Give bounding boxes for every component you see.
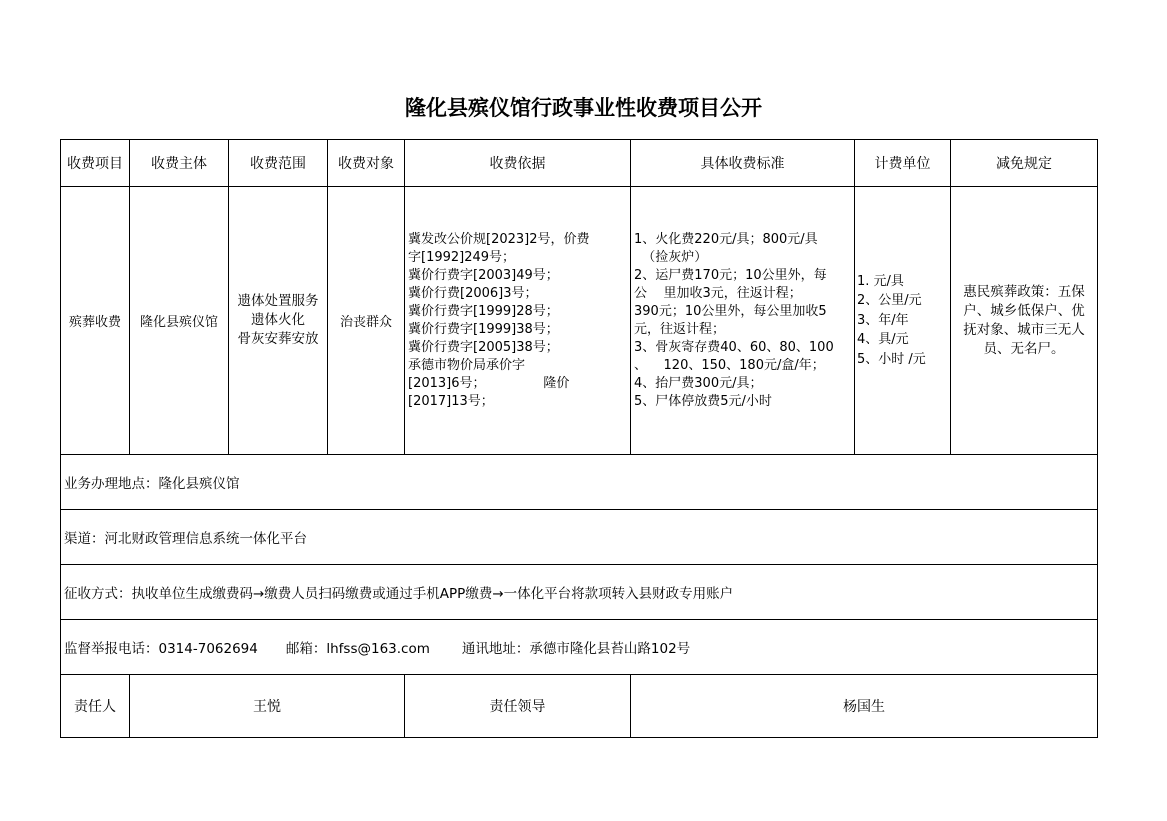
fee-table xyxy=(60,139,1098,738)
header-cell: 计费单位 xyxy=(855,140,951,187)
fee-subject-cell: 隆化县殡仪馆 xyxy=(130,187,229,455)
responsible-name: 王悦 xyxy=(130,675,405,738)
leader-label: 责任领导 xyxy=(405,675,631,738)
page-title: 隆化县殡仪馆行政事业性收费项目公开 xyxy=(405,96,762,120)
header-cell: 减免规定 xyxy=(951,140,1098,187)
header-cell: 收费主体 xyxy=(130,140,229,187)
header-cell: 收费项目 xyxy=(61,140,130,187)
fee-units-cell: 1. 元/具 2、公里/元 3、年/年 4、具/元 5、小时 /元 xyxy=(855,187,951,455)
address-text: 通讯地址：承德市隆化县苔山路102号 xyxy=(461,641,691,657)
responsible-label: 责任人 xyxy=(61,675,130,738)
header-cell: 收费依据 xyxy=(405,140,631,187)
header-cell: 收费对象 xyxy=(328,140,405,187)
channel-row: 渠道：河北财政管理信息系统一体化平台 xyxy=(61,510,1098,565)
email-text: 邮箱：lhfss@163.com xyxy=(285,641,430,657)
method-row: 征收方式：执收单位生成缴费码→缴费人员扫码缴费或通过手机APP缴费→一体化平台将款项转入县财政专用账户 xyxy=(61,565,1098,620)
phone-text: 监督举报电话：0314-7062694 xyxy=(64,641,258,657)
leader-name: 杨国生 xyxy=(631,675,1098,738)
signature-row xyxy=(61,675,1098,738)
fee-scope-cell: 遗体处置服务 遗体火化 骨灰安葬安放 xyxy=(229,187,328,455)
exemption-cell: 惠民殡葬政策：五保 户、城乡低保户、优 抚对象、城市三无人 员、无名尸。 xyxy=(951,187,1098,455)
header-cell: 具体收费标准 xyxy=(631,140,855,187)
header-row xyxy=(61,140,1098,187)
fee-project-cell: 殡葬收费 xyxy=(61,187,130,455)
location-row: 业务办理地点：隆化县殡仪馆 xyxy=(61,455,1098,510)
header-cell: 收费范围 xyxy=(229,140,328,187)
fee-basis-cell: 冀发改公价规[2023]2号，价费 字[1992]249号； 冀价行费字[2003]49号； 冀价行费[2006]3号； 冀价行费字[1999]28号； 冀价行费字[1999]38号； 冀价行费字[2005]38号； 承德市物价局承价字 [2013]6号； 隆价 [2017]13号； xyxy=(405,187,631,455)
fee-standards-cell: 1、火化费220元/具；800元/具 （捡灰炉） 2、运尸费170元；10公里外，每 公 里加收3元，往返计程； 390元；10公里外，每公里加收5 元，往返计程； 3、骨灰寄存费40、60、80、100 、 120、150、180元/盒/年； 4、抬尸费300元/具； 5、尸体停放费5元/小时 xyxy=(631,187,855,455)
contact-row xyxy=(61,620,1098,675)
fee-target-cell: 治丧群众 xyxy=(328,187,405,455)
fee-row xyxy=(61,187,1098,455)
